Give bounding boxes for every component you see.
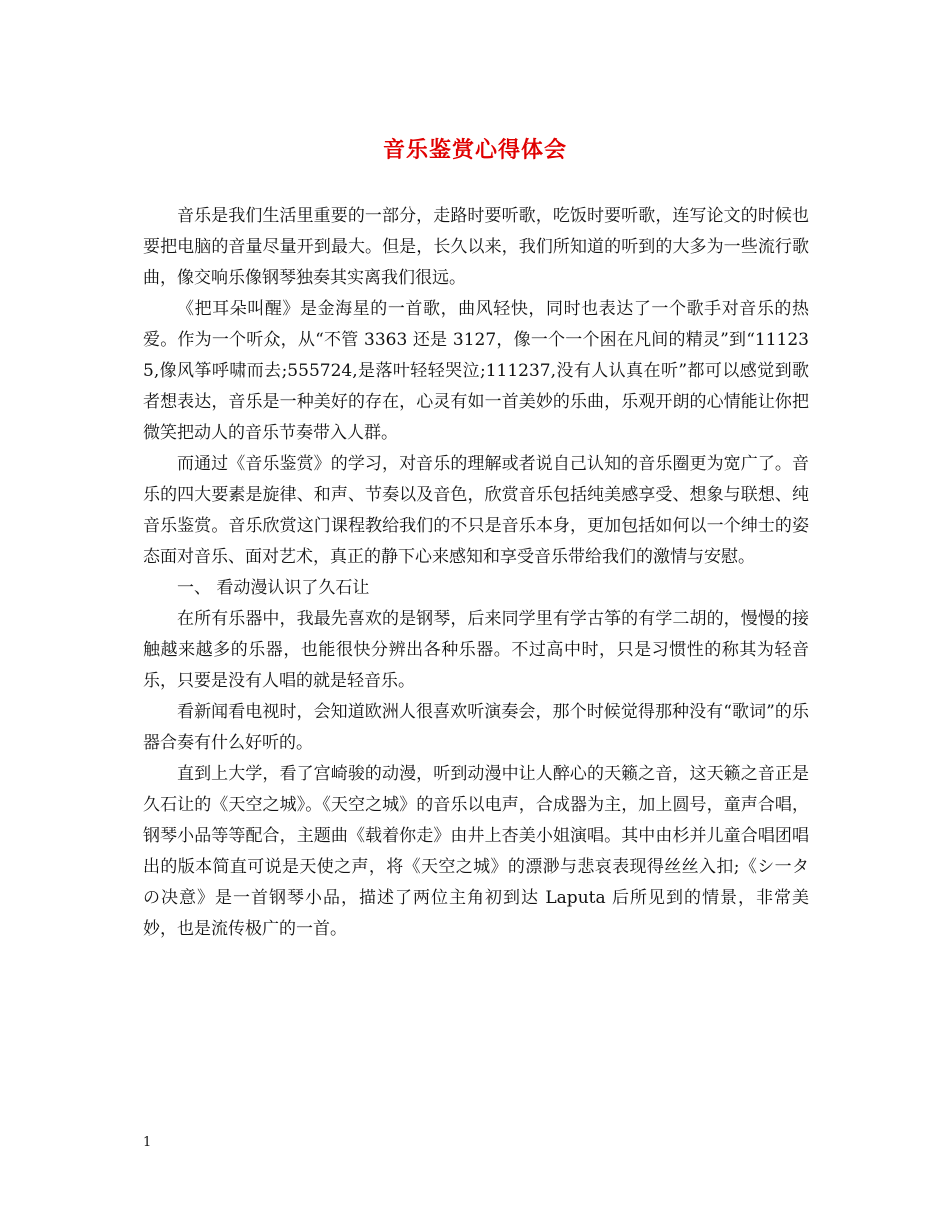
paragraph-6: 直到上大学，看了宫崎骏的动漫，听到动漫中让人醉心的天籁之音，这天籁之音正是久石让的《天空之城》。《天空之城》的音乐以电声，合成器为主，加上圆号，童声合唱，钢琴小品等等配合，主题曲《载着你走》由井上杏美小姐演唱。其中由杉并儿童合唱团唱出的版本简直可说是天使之声，将《天空之城》的漂渺与悲哀表现得丝丝入扣;《シ一タの决意》是一首钢琴小品，描述了两位主角初到达 Laputa 后所见到的情景，非常美妙，也是流传极广的一首。 xyxy=(143,764,809,939)
paragraph-4: 在所有乐器中，我最先喜欢的是钢琴，后来同学里有学古筝的有学二胡的，慢慢的接触越来越多的乐器，也能很快分辨出各种乐器。不过高中时，只是习惯性的称其为轻音乐，只要是没有人唱的就是轻音乐。 xyxy=(143,609,809,691)
paragraph-1: 音乐是我们生活里重要的一部分，走路时要听歌，吃饭时要听歌，连写论文的时候也要把电脑的音量尽量开到最大。但是，长久以来，我们所知道的听到的大多为一些流行歌曲，像交响乐像钢琴独奏其实离我们很远。 xyxy=(143,206,809,288)
paragraph-3: 而通过《音乐鉴赏》的学习，对音乐的理解或者说自己认知的音乐圈更为宽广了。音乐的四大要素是旋律、和声、节奏以及音色，欣赏音乐包括纯美感享受、想象与联想、纯音乐鉴赏。音乐欣赏这门课程教给我们的不只是音乐本身，更加包括如何以一个绅士的姿态面对音乐、面对艺术，真正的静下心来感知和享受音乐带给我们的激情与安慰。 xyxy=(143,454,809,567)
section-heading-1: 一、 看动漫认识了久石让 xyxy=(177,578,370,598)
paragraph-5: 看新闻看电视时，会知道欧洲人很喜欢听演奏会，那个时候觉得那种没有“歌词”的乐器合奏有什么好听的。 xyxy=(143,702,809,753)
paragraph-2: 《把耳朵叫醒》是金海星的一首歌，曲风轻快，同时也表达了一个歌手对音乐的热爱。作为一个听众，从“不管 3363 还是 3127，像一个一个困在凡间的精灵”到“111235,像风筝呼啸而去;555724,是落叶轻轻哭泣;111237,没有人认真在听”都可以感觉到歌者想表达，音乐是一种美好的存在，心灵有如一首美妙的乐曲，乐观开朗的心情能让你把微笑把动人的音乐节奏带入人群。 xyxy=(143,299,809,443)
document-title: 音乐鉴赏心得体会 xyxy=(382,137,567,163)
page-number: 1 xyxy=(143,1135,152,1150)
document-body xyxy=(143,201,809,945)
